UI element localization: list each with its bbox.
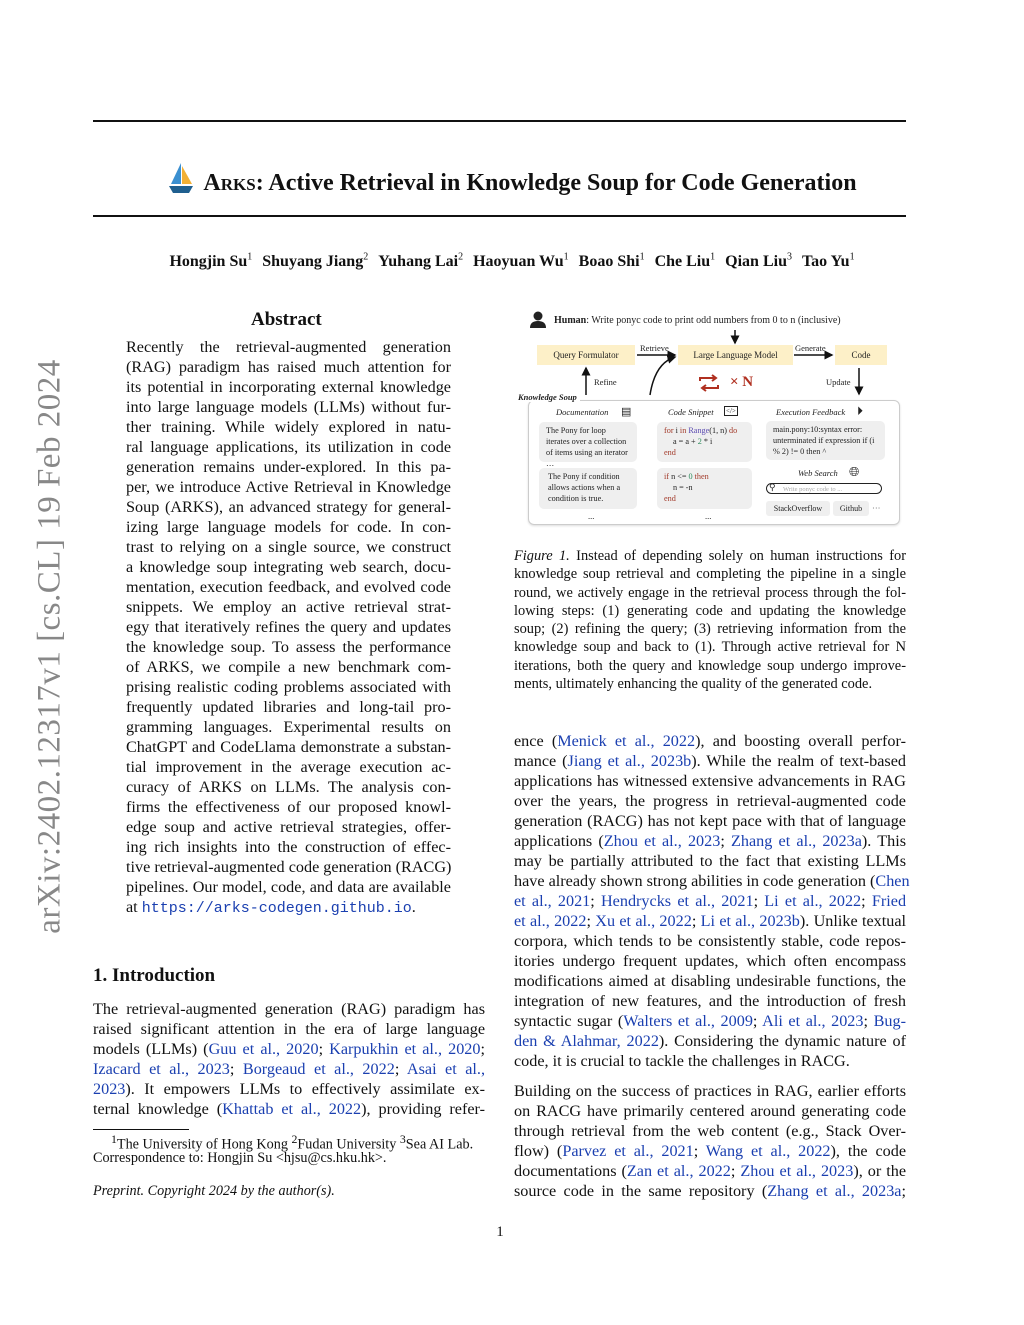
text-segment: the knowledge soup. To assess the performance [126, 638, 451, 656]
code-token: n = -n [673, 483, 693, 492]
text-segment: over the years, the progress in retrieval-augmented code [514, 792, 906, 810]
code-token: end [664, 494, 676, 503]
text-line [126, 677, 451, 697]
play-icon: ⏵ [857, 404, 864, 418]
text-segment: ; [720, 832, 731, 850]
citation-link[interactable]: Ali et al., 2023 [762, 1012, 864, 1030]
citation-link[interactable]: Fried [871, 892, 907, 910]
author-affiliation: 1 [563, 252, 569, 263]
text-line [514, 971, 906, 991]
web-search-label: Web Search [798, 468, 838, 478]
text-line [514, 584, 906, 602]
text-segment: mentation, execution feedback, and evolved code [126, 578, 451, 596]
text-line [126, 337, 451, 357]
text-line [93, 1079, 485, 1099]
text-line [514, 811, 906, 831]
author [378, 253, 463, 270]
introduction-body [93, 999, 485, 1119]
affiliation-number: 1 [111, 1132, 117, 1146]
text-segment: ; [730, 1162, 741, 1180]
text-line [514, 871, 910, 891]
code-box: Code [835, 345, 887, 365]
text-segment: ; [480, 1040, 485, 1058]
citation-link[interactable]: Menick et al., 2022 [557, 732, 696, 750]
loop-icon [698, 374, 720, 392]
text-line [126, 457, 451, 477]
text-line [514, 1081, 906, 1101]
text-segment: ence ( [514, 732, 558, 750]
code-token: for [664, 426, 674, 435]
text-line [514, 1121, 906, 1141]
citation-link[interactable]: Borgeaud et al., 2022 [242, 1060, 395, 1078]
citation-link[interactable]: den & Alahmar, 2022 [514, 1032, 659, 1050]
text-segment: ). Considering the dynamic nature of [658, 1032, 906, 1050]
author-affiliation: 2 [458, 252, 464, 263]
text-line [126, 717, 451, 737]
affiliation-name: The University of Hong Kong [116, 1136, 292, 1153]
author [473, 253, 569, 270]
text-segment: applications has witnessed extensive advancements in RAG [514, 772, 906, 790]
author-name: Yuhang Lai [378, 253, 459, 271]
text-line [514, 851, 906, 871]
text-line [126, 417, 451, 437]
text-segment: flow) ( [514, 1142, 563, 1160]
iterations-label: × N [730, 374, 754, 390]
text-segment: modifications aimed at disabling undesirable functions, the [514, 972, 906, 990]
top-rule [93, 120, 906, 122]
llm-box: Large Language Model [678, 345, 793, 365]
text-segment: ; [752, 1012, 763, 1030]
text-line [126, 757, 451, 777]
title-name: Arks [203, 170, 256, 196]
citation-link[interactable]: Jiang et al., 2023b [567, 752, 692, 770]
citation-link[interactable]: Zhou et al., 2023 [603, 832, 721, 850]
text-segment: ). While the realm of text-based [691, 752, 906, 770]
text-segment: ). This [861, 832, 907, 850]
text-segment: Instead of depending solely on human instructions for [569, 548, 907, 564]
text-line [514, 1011, 906, 1031]
text-segment: ; [861, 892, 872, 910]
correspondence: Correspondence to: Hongjin Su <hjsu@cs.hku.hk>. [93, 1150, 387, 1166]
text-segment: models (LLMs) ( [93, 1040, 209, 1058]
affiliation-number: 2 [291, 1132, 298, 1146]
text-line [126, 697, 451, 717]
document-icon: ▤ [621, 406, 632, 418]
text-line [514, 911, 906, 931]
text-line [126, 437, 451, 457]
update-label: Update [826, 377, 851, 387]
text-line [126, 737, 451, 757]
text-segment: ), the code [830, 1142, 906, 1160]
text-segment: Soup (ARKS), an advanced strategy for general- [126, 498, 451, 516]
text-line [126, 817, 451, 837]
text-line [126, 577, 451, 597]
text-line [126, 617, 451, 637]
author-name: Haoyuan Wu [473, 253, 564, 271]
code-token: 0 [688, 472, 693, 481]
knowledge-soup-label: Knowledge Soup [518, 392, 580, 402]
code-icon: </> [726, 407, 736, 415]
code-token: n <= [669, 472, 689, 481]
execution-feedback-label: Execution Feedback [776, 407, 846, 417]
text-segment: soup; (2) refining the query; (3) retrieving information from the [514, 621, 906, 638]
arxiv-stamp: arXiv:2402.12317v1 [cs.CL] 19 Feb 2024 [31, 359, 68, 934]
bottom-rule [93, 215, 906, 217]
code-token: * i [701, 437, 713, 446]
text-line [514, 620, 906, 638]
right-paragraph-2 [514, 1081, 906, 1201]
citation-link[interactable]: Chen [875, 872, 910, 890]
title-rest: : Active Retrieval in Knowledge Soup for Code Generation [255, 170, 857, 196]
citation-link[interactable]: Walters et al., 2009 [623, 1012, 753, 1030]
citation-link[interactable]: Hendrycks et al., 2021 [600, 892, 754, 910]
text-line [93, 1099, 485, 1119]
text-line [126, 597, 451, 617]
text-segment: ChatGPT and CodeLlama demonstrate a substan- [126, 738, 451, 756]
text-line [514, 602, 906, 620]
citation-link[interactable]: et al., 2021 [514, 892, 591, 910]
text-segment: snippets. We employ an active retrieval strat- [126, 598, 451, 616]
text-line [126, 357, 451, 377]
text-segment: on RACG have primarily centered around generating code [514, 1102, 906, 1120]
citation-link[interactable]: Zhou et al., 2023 [740, 1162, 854, 1180]
text-segment: ; [229, 1060, 243, 1078]
text-segment: ments, ultimately enhancing the quality of the generated code. [514, 676, 873, 693]
preprint-note: Preprint. Copyright 2024 by the author(s). [93, 1183, 335, 1199]
project-url-link[interactable]: https://arks-codegen.github.io [141, 900, 412, 917]
text-segment: syntactic sugar ( [514, 1012, 624, 1030]
text-line [126, 377, 451, 397]
text-line [514, 951, 906, 971]
text-segment: documentations ( [514, 1162, 627, 1180]
right-paragraph-1 [514, 731, 910, 1071]
page-number: 1 [496, 1224, 504, 1240]
text-segment: The retrieval-augmented generation (RAG) paradigm has [93, 1000, 485, 1018]
author-name: Che Liu [654, 253, 711, 271]
text-segment: ternal knowledge ( [93, 1100, 223, 1118]
citation-link[interactable]: Zan et al., 2022 [626, 1162, 731, 1180]
doc-card-1: The Pony for loop iterates over a collection of items using an iterator … [539, 422, 637, 462]
code-snippet-label: Code Snippet [668, 407, 714, 417]
text-line [126, 517, 451, 537]
text-line [126, 477, 451, 497]
citation-link[interactable]: Wang et al., 2022 [705, 1142, 831, 1160]
introduction-heading: 1. Introduction [93, 965, 216, 986]
citation-link[interactable]: Zhang et al., 2023a [731, 832, 862, 850]
text-segment: its potential in incorporating external knowledge [126, 378, 451, 396]
text-segment: mance ( [514, 752, 568, 770]
text-segment: tive retrieval-augmented code generation (RACG) [126, 858, 452, 876]
text-segment: iterations, both the query and knowledge soup undergo improve- [514, 657, 906, 674]
affiliation-number: 3 [399, 1132, 406, 1146]
text-line [126, 777, 451, 797]
text-segment: may be partially attributed to the fact that existing LLMs [514, 852, 906, 870]
text-segment: ; [590, 892, 601, 910]
citation-link[interactable]: Li et al., 2022 [764, 892, 862, 910]
text-segment: ; [691, 912, 701, 930]
text-segment: ; [901, 1182, 906, 1200]
text-segment: ; [753, 892, 765, 910]
text-segment: ; [863, 1012, 874, 1030]
text-segment: ), or the [853, 1162, 907, 1180]
code-token: i [673, 426, 680, 435]
text-segment: corpora, which tends to be consistently stable, code repos- [514, 932, 906, 950]
citation-link[interactable]: Bug- [873, 1012, 906, 1030]
text-segment: have already shown strong abilities in code generation ( [514, 872, 876, 890]
text-segment: ). Unlike textual [799, 912, 907, 930]
text-segment: ), and boosting overall perfor- [695, 732, 906, 750]
text-line [126, 657, 451, 677]
text-segment: trast to relying on a single source, we construct [126, 538, 451, 556]
citation-link[interactable]: Khattab et al., 2022 [222, 1100, 362, 1118]
citation-link[interactable]: Izacard et al., 2023 [93, 1060, 230, 1078]
globe-icon: 🌐︎ [849, 464, 860, 479]
citation-link[interactable]: 2023 [93, 1080, 126, 1098]
text-line [514, 657, 906, 675]
text-segment: ing rich insights into the construction of effec- [126, 838, 451, 856]
sailboat-logo-icon [167, 162, 195, 196]
affiliation-name: Sea AI Lab. [405, 1136, 474, 1153]
text-line [514, 831, 906, 851]
text-line [514, 547, 906, 565]
generate-label: Generate [795, 343, 826, 353]
refine-label: Refine [594, 377, 617, 387]
code-token: end [664, 448, 676, 457]
code-token: a = a + [673, 437, 698, 446]
figure-caption [514, 547, 906, 693]
text-segment: generation (RACG) has not kept pace with that of language [514, 812, 906, 830]
text-line [126, 877, 451, 897]
text-segment: generation remains under-explored. In this pa- [126, 458, 451, 476]
text-line [126, 397, 451, 417]
text-segment: firms the effectiveness of our proposed knowl- [126, 798, 451, 816]
text-line [514, 1051, 906, 1071]
text-segment: egy that iteratively refines the query and updates [126, 618, 451, 636]
text-segment: a knowledge soup integrating web search, docu- [126, 558, 451, 576]
author-affiliation: 1 [247, 252, 253, 263]
text-line [126, 797, 451, 817]
author-affiliation: 2 [363, 252, 369, 263]
text-line [514, 1161, 906, 1181]
abstract-period: . [411, 898, 416, 916]
text-segment: ; [394, 1060, 407, 1078]
text-segment: itories undergo frequent updates, which often encompass [514, 952, 906, 970]
text-line [514, 565, 906, 583]
author [655, 253, 716, 270]
text-segment: source code in the same repository ( [514, 1182, 768, 1200]
text-segment: integration of new features, and the introduction of fresh [514, 992, 906, 1010]
citation-link[interactable]: et al., 2022 [514, 912, 587, 930]
text-segment: ral language applications, its utilization in code [126, 438, 451, 456]
citation-link[interactable]: Parvez et al., 2021 [562, 1142, 694, 1160]
abstract-body [126, 337, 451, 917]
human-instruction: : Write ponyc code to print odd numbers from 0 to n (inclusive) [586, 315, 841, 326]
text-segment: ; [318, 1040, 330, 1058]
abstract-at: at [126, 898, 142, 916]
human-label: Human [554, 315, 587, 326]
text-line [93, 999, 485, 1019]
doc-ellipsis: ... [588, 511, 595, 521]
doc-card-2: The Pony if condition allows actions when a condition is true. [539, 468, 637, 509]
text-segment: applications ( [514, 832, 604, 850]
text-segment: prising realistic coding problems associated with [126, 678, 451, 696]
text-segment: into large language models (LLMs) without fur- [126, 398, 451, 416]
text-line [514, 891, 906, 911]
web-search-input[interactable] [766, 483, 882, 494]
query-formulator-box: Query Formulator [537, 345, 635, 365]
text-line [514, 791, 906, 811]
text-segment: Recently the retrieval-augmented generation [126, 338, 451, 356]
more-sources: ··· [872, 503, 881, 513]
text-line [126, 497, 451, 517]
citation-link[interactable]: Xu et al., 2022 [595, 912, 692, 930]
text-line [126, 837, 451, 857]
author-name: Qian Liu [725, 253, 787, 271]
text-segment: ther training. While widely explored in natu- [126, 418, 451, 436]
author-affiliation: 1 [849, 252, 855, 263]
stackoverflow-chip: StackOverflow [766, 501, 830, 516]
author-name: Hongjin Su [169, 253, 248, 271]
execution-feedback-card: main.pony:10:syntax error: unterminated if expression if (i % 2) != 0 then ^ [766, 421, 885, 460]
author-affiliation: 3 [786, 252, 792, 263]
text-line [514, 991, 906, 1011]
text-segment: curacy of ARKS on LLMs. The analysis con- [126, 778, 451, 796]
text-line [514, 675, 906, 693]
author-name: Shuyang Jiang [262, 253, 364, 271]
citation-link[interactable]: Asai et al., [406, 1060, 485, 1078]
text-segment: edge soup and active retrieval strategies, offer- [126, 818, 451, 836]
paper-title [0, 162, 1024, 197]
text-line [514, 1031, 906, 1051]
retrieve-label: Retrieve [640, 343, 669, 353]
text-line [514, 751, 906, 771]
author [802, 253, 855, 270]
code-token: (1, n) [709, 426, 730, 435]
text-segment: of ARKS, we compile a new benchmark com- [126, 658, 451, 676]
text-line [126, 637, 451, 657]
code-token: then [692, 472, 709, 481]
text-segment: Figure 1. [514, 548, 570, 564]
citation-link[interactable]: Guu et al., 2020 [208, 1040, 319, 1058]
text-segment: round, we actively engage in the retrieval process through the fol- [514, 584, 906, 601]
documentation-label: Documentation [556, 407, 609, 417]
text-line [126, 537, 451, 557]
text-segment: raised significant attention in the era of large language [93, 1020, 485, 1038]
citation-link[interactable]: Li et al., 2023b [700, 912, 800, 930]
author [169, 253, 252, 270]
text-segment: tial improvement in the average execution ac- [126, 758, 451, 776]
code-card-2 [657, 468, 752, 509]
abstract-last-line [126, 897, 451, 917]
footnote-rule [93, 1129, 189, 1130]
text-line [93, 1019, 485, 1039]
text-line [514, 638, 906, 656]
text-line [514, 1101, 906, 1121]
text-line [514, 731, 906, 751]
author-affiliation: 1 [710, 252, 716, 263]
text-segment: knowledge soup retrieval and completing the pipeline in a single [514, 566, 906, 583]
github-chip: Github [833, 501, 869, 516]
text-segment: lowing steps: (1) generating code and updating the knowledge [514, 602, 906, 619]
text-segment: izing large language models for code. In con- [126, 518, 451, 536]
text-segment: ). It empowers LLMs to effectively assimilate ex- [125, 1080, 485, 1098]
text-line [93, 1039, 485, 1059]
text-segment: ), providing refer- [361, 1100, 486, 1118]
text-segment: through retrieval from the web content (e.g., Stack Over- [514, 1122, 906, 1140]
text-line [93, 1059, 485, 1079]
search-placeholder: Write ponyc code to ... [783, 486, 843, 493]
abstract-heading: Abstract [251, 309, 322, 330]
text-segment: code, it is crucial to tackle the challenges in RACG. [514, 1052, 850, 1070]
code-ellipsis: ... [705, 511, 712, 521]
text-segment: Building on the success of practices in RAG, earlier efforts [514, 1082, 906, 1100]
search-icon: ⚲ [769, 482, 776, 492]
author-name: Boao Shi [578, 253, 640, 271]
text-line [126, 557, 451, 577]
code-card-1 [657, 422, 752, 462]
text-segment: ; [586, 912, 596, 930]
text-segment: knowledge soup and back to (1). Through active retrieval for N [514, 639, 906, 656]
code-token: in [679, 426, 687, 435]
citation-link[interactable]: Zhang et al., 2023a [767, 1182, 902, 1200]
text-line [514, 1181, 906, 1201]
author [725, 253, 792, 270]
author [579, 253, 645, 270]
citation-link[interactable]: Karpukhin et al., 2020 [329, 1040, 481, 1058]
text-segment: ; [693, 1142, 706, 1160]
text-line [514, 931, 906, 951]
code-token: do [729, 426, 738, 435]
text-segment: pipelines. Our model, code, and data are available [126, 878, 451, 896]
author-affiliation: 1 [639, 252, 645, 263]
author-name: Tao Yu [801, 253, 850, 271]
author-list [0, 252, 1024, 271]
code-token: Range [688, 426, 710, 435]
code-token: if [664, 472, 670, 481]
text-line [126, 857, 451, 877]
text-line [514, 1141, 906, 1161]
code-token: 2 [697, 437, 702, 446]
text-segment: frequently updated libraries and long-tail pro- [126, 698, 451, 716]
text-line [514, 771, 906, 791]
affiliation-name: Fudan University [297, 1136, 400, 1153]
text-segment: gramming languages. Experimental results on [126, 718, 451, 736]
text-segment: (RAG) paradigm has raised much attention for [126, 358, 451, 376]
text-segment: per, we introduce Active Retrieval in Knowledge [126, 478, 451, 496]
author [262, 253, 368, 270]
